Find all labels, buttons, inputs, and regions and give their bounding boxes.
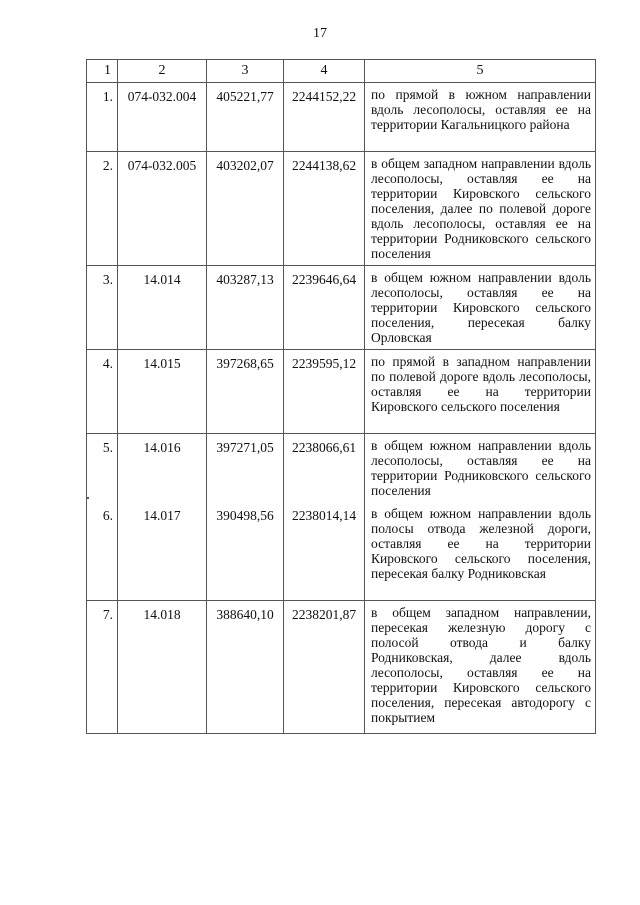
- header-col-3: 3: [207, 60, 284, 83]
- point-code: 14.018: [118, 601, 207, 734]
- row-number: 5.: [87, 434, 118, 503]
- point-code: 14.017: [118, 502, 207, 601]
- coordinate-y: 2244152,22: [284, 83, 365, 152]
- boundary-description: по прямой в южном направлении вдоль лесополосы, оставляя ее на территории Кагальницкого района: [365, 83, 596, 152]
- point-code: 074-032.004: [118, 83, 207, 152]
- point-code: 14.014: [118, 266, 207, 350]
- boundary-description: в общем западном направлении вдоль лесополосы, оставляя ее на территории Кировского сельского поселения, далее по полевой дороге вдоль лесополосы, оставляя ее на территории Родниковского сельского поселения: [365, 152, 596, 266]
- coordinate-y: 2238066,61: [284, 434, 365, 503]
- row-number: 1.: [87, 83, 118, 152]
- coordinate-y: 2244138,62: [284, 152, 365, 266]
- coordinate-y: 2238201,87: [284, 601, 365, 734]
- point-code: 074-032.005: [118, 152, 207, 266]
- table-row: [87, 601, 596, 734]
- coordinate-x: 390498,56: [207, 502, 284, 601]
- coordinate-x: 403202,07: [207, 152, 284, 266]
- table-row: [87, 83, 596, 152]
- row-number: 6.: [87, 502, 118, 601]
- table-row: [87, 502, 596, 601]
- boundary-description: в общем южном направлении вдоль лесополосы, оставляя ее на территории Родниковского сельского поселения: [365, 434, 596, 503]
- boundary-description: в общем южном направлении вдоль полосы отвода железной дороги, оставляя ее на территории Кировского сельского поселения, пересекая балку Родниковская: [365, 502, 596, 601]
- boundary-description: в общем южном направлении вдоль лесополосы, оставляя ее на территории Кировского сельского поселения, пересекая балку Орловская: [365, 266, 596, 350]
- header-col-2: 2: [118, 60, 207, 83]
- row-number: 4.: [87, 350, 118, 434]
- coordinate-y: 2239646,64: [284, 266, 365, 350]
- point-code: 14.016: [118, 434, 207, 503]
- boundary-description: по прямой в западном направлении по полевой дороге вдоль лесополосы, оставляя ее на территории Кировского сельского поселения: [365, 350, 596, 434]
- row-number: 3.: [87, 266, 118, 350]
- table-row: [87, 350, 596, 434]
- boundary-points-table: [86, 59, 596, 734]
- row-number: 2.: [87, 152, 118, 266]
- header-col-1: 1: [87, 60, 118, 83]
- page-number: 17: [313, 26, 327, 41]
- coordinate-y: 2239595,12: [284, 350, 365, 434]
- scan-artifact-dot: [87, 497, 89, 499]
- coordinate-x: 388640,10: [207, 601, 284, 734]
- table-row: [87, 434, 596, 503]
- coordinate-x: 405221,77: [207, 83, 284, 152]
- table-row: [87, 152, 596, 266]
- table-row: [87, 266, 596, 350]
- header-col-4: 4: [284, 60, 365, 83]
- point-code: 14.015: [118, 350, 207, 434]
- header-col-5: 5: [365, 60, 596, 83]
- coordinate-y: 2238014,14: [284, 502, 365, 601]
- row-number: 7.: [87, 601, 118, 734]
- table-header-row: [87, 60, 596, 83]
- boundary-description: в общем западном направлении, пересекая железную дорогу с полосой отвода и балку Родниковская, далее вдоль лесополосы, оставляя ее на территории Кировского сельского поселения, пересекая автодорогу с покрытием: [365, 601, 596, 734]
- coordinate-x: 397271,05: [207, 434, 284, 503]
- coordinate-x: 397268,65: [207, 350, 284, 434]
- coordinate-x: 403287,13: [207, 266, 284, 350]
